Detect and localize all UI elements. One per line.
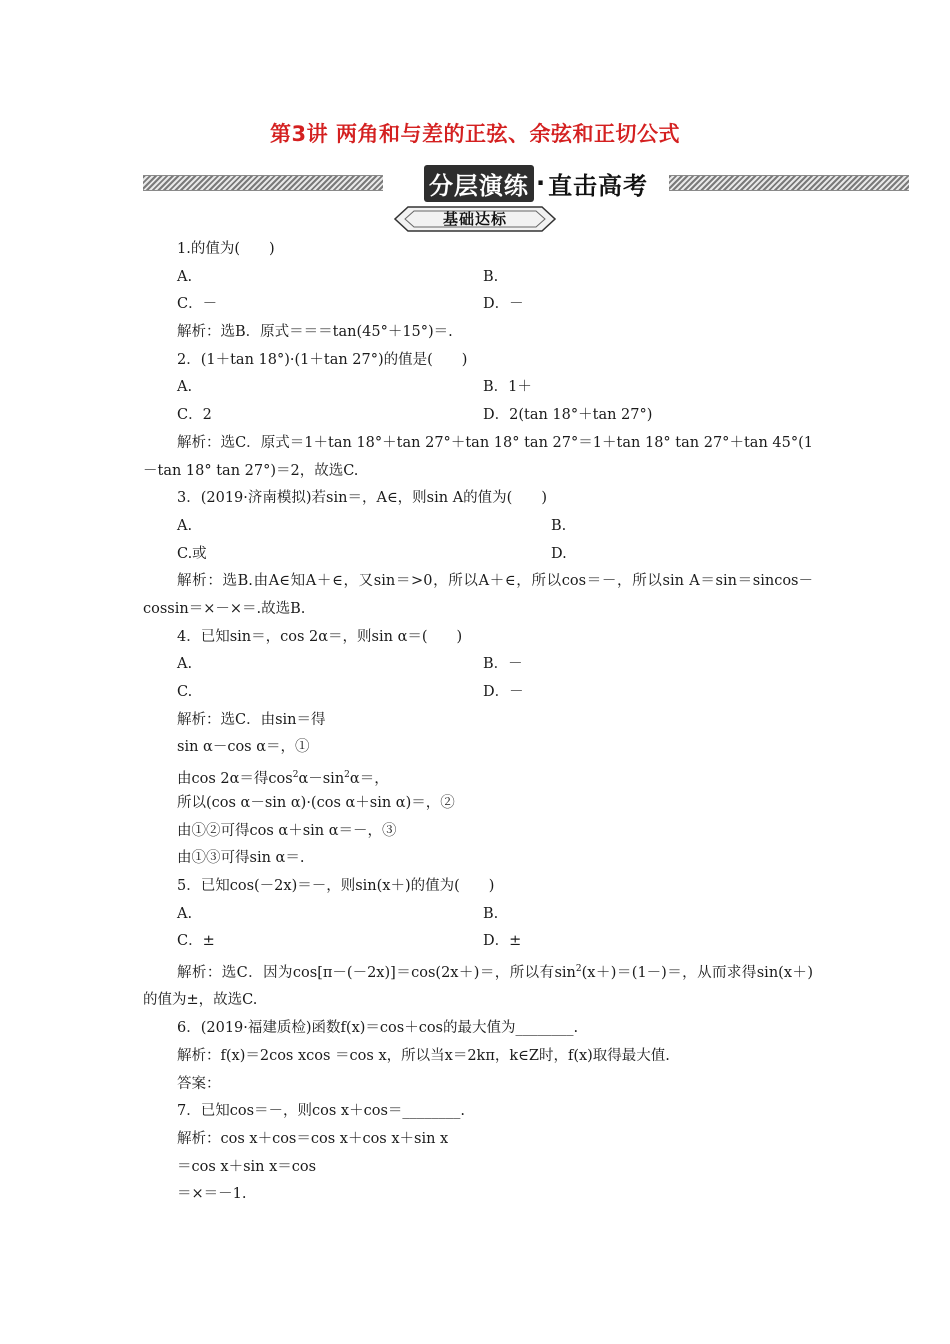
- option-c: C.: [177, 684, 193, 701]
- options-row: [143, 374, 813, 402]
- options-row: [143, 291, 813, 319]
- option-b: B．1＋: [483, 379, 532, 396]
- solution-4-line: sin α－cos α＝，①: [177, 739, 310, 756]
- solution-7-line: ＝cos x＋sin x＝cos: [177, 1158, 317, 1175]
- option-c: C．2: [177, 407, 212, 424]
- superscript: 2: [575, 963, 582, 974]
- question-6: 6．(2019·福建质检)函数f(x)＝cos＋cos的最大值为________.: [177, 1020, 579, 1037]
- question-4: 4．已知sin＝，cos 2α＝，则sin α＝( ): [177, 628, 463, 645]
- question-5: 5．已知cos(－2x)＝－，则sin(x＋)的值为( ): [177, 877, 495, 894]
- option-b: B．－: [483, 656, 523, 673]
- option-a: A.: [177, 379, 193, 396]
- options-row: [143, 513, 813, 541]
- badge-label: 基础达标: [442, 210, 507, 228]
- question-7: 7．已知cos＝－，则cos x＋cos＝________.: [177, 1103, 465, 1120]
- option-d: D．2(tan 18°＋tan 27°): [483, 407, 653, 424]
- option-c: C．－: [177, 296, 218, 313]
- solution-4-line: 由①②可得cos α＋sin α＝－，③: [177, 822, 397, 839]
- option-c: C．±: [177, 933, 215, 950]
- option-b: B.: [483, 905, 499, 922]
- option-c: C.或: [177, 545, 207, 562]
- solution-4-line: 解析：选C．由sin＝得: [177, 711, 326, 728]
- option-a: A.: [177, 905, 193, 922]
- banner-heading: [401, 163, 671, 203]
- question-1: 1.的值为( ): [177, 241, 275, 257]
- option-b: B.: [483, 268, 499, 285]
- problem-content: [143, 236, 813, 1209]
- option-d: D．－: [483, 296, 524, 313]
- basic-level-badge: [394, 206, 556, 232]
- solution-5-text: 解析：选C．因为cos[π－(－2x)]＝cos(2x＋)＝，所以有sin: [177, 964, 576, 981]
- banner-plain-text: 直击高考: [548, 171, 649, 200]
- section-banner: [143, 163, 909, 203]
- options-row: [143, 901, 813, 929]
- solution-5-text: (x＋)＝(1－)＝，从而求得sin(x＋)的值为±，故选C.: [143, 964, 813, 1009]
- solution-5: [143, 956, 813, 1015]
- banner-dot: ·: [535, 169, 547, 197]
- question-2: 2．(1＋tan 18°)·(1＋tan 27°)的值是( ): [177, 351, 468, 368]
- solution-3: 解析：选B.由A∈知A＋∈，又sin＝>0，所以A＋∈，所以cos＝－，所以sin A＝sin＝sincos－cossin＝×－×＝.故选B.: [143, 573, 813, 617]
- options-row: [143, 541, 813, 569]
- option-d: D.: [551, 545, 567, 562]
- options-row: [143, 651, 813, 679]
- option-a: A.: [177, 268, 193, 285]
- solution-4-line: [143, 762, 813, 790]
- banner-boxed-text: 分层演练: [424, 165, 534, 202]
- options-row: [143, 679, 813, 707]
- solution-4-line: 由①③可得sin α＝.: [177, 850, 305, 867]
- solution-4-text: α－sin: [298, 770, 345, 787]
- solution-4-text: 由cos 2α＝得cos: [177, 770, 293, 787]
- option-d: D．±: [483, 933, 522, 950]
- superscript: 2: [292, 770, 299, 781]
- superscript: 2: [344, 770, 350, 781]
- solution-7-line: ＝×＝－1.: [177, 1186, 247, 1203]
- option-b: B.: [551, 517, 567, 534]
- option-d: D．－: [483, 684, 524, 701]
- answer-6: 答案：: [177, 1075, 221, 1092]
- solution-6: 解析：f(x)＝2cos xcos ＝cos x，所以当x＝2kπ，k∈Z时，f(x)取得最大值.: [177, 1047, 670, 1064]
- solution-7-line: 解析：cos x＋cos＝cos x＋cos x＋sin x: [177, 1130, 449, 1147]
- page-title: 第3讲 两角和与差的正弦、余弦和正切公式: [270, 122, 680, 146]
- question-3: 3．(2019·济南模拟)若sin＝，A∈，则sin A的值为( ): [177, 490, 547, 507]
- solution-2: 解析：选C．原式＝1＋tan 18°＋tan 27°＋tan 18° tan 27°＝1＋tan 18° tan 27°＋tan 45°(1－tan 18° tan 27°)＝2，故选C.: [143, 434, 813, 479]
- option-a: A.: [177, 517, 193, 534]
- option-a: A.: [177, 656, 193, 673]
- solution-4-line: 所以(cos α－sin α)·(cos α＋sin α)＝，②: [177, 794, 455, 811]
- banner-stripe-left: [143, 175, 383, 191]
- banner-stripe-right: [669, 175, 909, 191]
- options-row: [143, 928, 813, 956]
- solution-1: 解析：选B．原式＝＝＝tan(45°＋15°)＝.: [177, 324, 453, 341]
- solution-4-text: α＝，: [349, 770, 389, 787]
- options-row: [143, 402, 813, 430]
- options-row: [143, 264, 813, 292]
